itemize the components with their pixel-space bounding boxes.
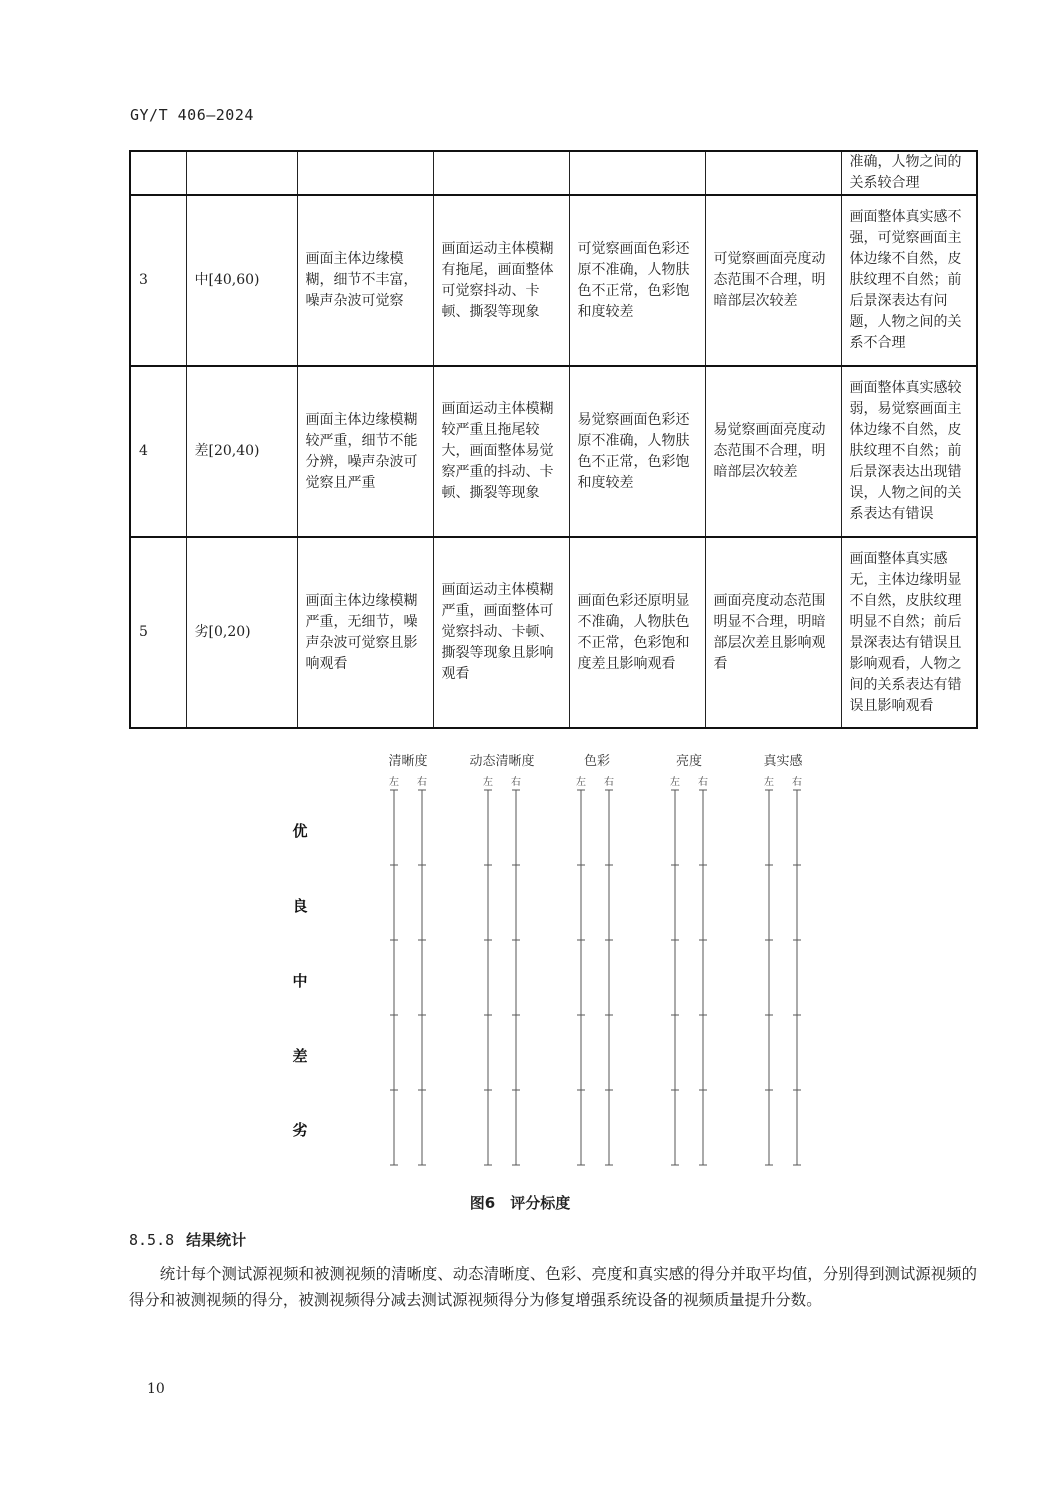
right-label: 右 (792, 777, 802, 788)
right-label: 右 (698, 777, 708, 788)
realism-cell: 准确，人物之间的关系较合理 (841, 151, 977, 195)
right-label: 右 (511, 777, 521, 788)
section-title: 结果统计 (186, 1231, 247, 1249)
figure-caption: 图6 评分标度 (469, 1194, 571, 1212)
grade-range: 差[20,40) (186, 366, 297, 537)
column-title: 色彩 (583, 754, 611, 769)
rating-scale-figure (0, 740, 1040, 1180)
table-row (130, 195, 977, 366)
color-cell: 画面色彩还原明显不准确，人物肤色不正常，色彩饱和度差且影响观看 (569, 537, 705, 728)
column-title: 亮度 (675, 754, 703, 769)
document-code: GY/T 406—2024 (130, 106, 254, 124)
dynamic-clarity-cell: 画面运动主体模糊较严重且拖尾较大，画面整体易觉察严重的抖动、卡顿、撕裂等现象 (433, 366, 569, 537)
left-label: 左 (670, 777, 680, 788)
table-row (130, 537, 977, 728)
left-label: 左 (576, 777, 586, 788)
body-paragraph: 统计每个测试源视频和被测视频的清晰度、动态清晰度、色彩、亮度和真实感的得分并取平均值，分别得到测试源视频的得分和被测视频的得分，被测视频得分减去测试源视频得分为修复增强系统设备的视频质量提升分数。 (129, 1265, 977, 1309)
clarity-cell: 画面主体边缘模糊严重，无细节，噪声杂波可觉察且影响观看 (297, 537, 433, 728)
color-cell (569, 151, 705, 195)
left-label: 左 (483, 777, 493, 788)
brightness-cell (705, 151, 841, 195)
rating-scale-diagram (0, 740, 1040, 1180)
realism-cell: 画面整体真实感较弱，易觉察画面主体边缘不自然，皮肤纹理不自然；前后景深表达出现错误，人物之间的关系表达有错误 (841, 366, 977, 537)
dynamic-clarity-cell: 画面运动主体模糊有拖尾，画面整体可觉察抖动、卡顿、撕裂等现象 (433, 195, 569, 366)
clarity-cell: 画面主体边缘模糊，细节不丰富，噪声杂波可觉察 (297, 195, 433, 366)
right-label: 右 (604, 777, 614, 788)
grade-range: 劣[0,20) (186, 537, 297, 728)
scale-rails (389, 775, 802, 1165)
grade-number: 3 (130, 195, 186, 366)
clarity-cell (297, 151, 433, 195)
clarity-cell: 画面主体边缘模糊较严重，细节不能分辨，噪声杂波可觉察且严重 (297, 366, 433, 537)
left-label: 左 (389, 777, 399, 788)
grade-label: 中 (292, 972, 308, 990)
color-cell: 易觉察画面色彩还原不准确，人物肤色不正常，色彩饱和度较差 (569, 366, 705, 537)
section-heading (129, 1229, 246, 1250)
grade-label: 劣 (292, 1121, 308, 1139)
page-number: 10 (147, 1381, 165, 1397)
grade-number: 4 (130, 366, 186, 537)
section-number: 8.5.8 (129, 1231, 175, 1249)
column-title: 动态清晰度 (469, 754, 535, 769)
grade-number (130, 151, 186, 195)
brightness-cell: 画面亮度动态范围明显不合理，明暗部层次差且影响观看 (705, 537, 841, 728)
grade-label: 良 (292, 897, 308, 915)
brightness-cell: 易觉察画面亮度动态范围不合理，明暗部层次较差 (705, 366, 841, 537)
brightness-cell: 可觉察画面亮度动态范围不合理，明暗部层次较差 (705, 195, 841, 366)
dynamic-clarity-cell: 画面运动主体模糊严重，画面整体可觉察抖动、卡顿、撕裂等现象且影响观看 (433, 537, 569, 728)
table-row (130, 366, 977, 537)
grade-range (186, 151, 297, 195)
column-title: 清晰度 (388, 754, 428, 769)
grade-number: 5 (130, 537, 186, 728)
right-label: 右 (417, 777, 427, 788)
realism-cell: 画面整体真实感不强，可觉察画面主体边缘不自然，皮肤纹理不自然；前后景深表达有问题，人物之间的关系不合理 (841, 195, 977, 366)
dynamic-clarity-cell (433, 151, 569, 195)
table-row (130, 151, 977, 195)
rating-table (129, 150, 978, 729)
grade-label: 优 (292, 822, 308, 840)
left-label: 左 (764, 777, 774, 788)
color-cell: 可觉察画面色彩还原不准确，人物肤色不正常，色彩饱和度较差 (569, 195, 705, 366)
grade-label: 差 (292, 1047, 308, 1065)
grade-range: 中[40,60) (186, 195, 297, 366)
realism-cell: 画面整体真实感无，主体边缘明显不自然，皮肤纹理明显不自然；前后景深表达有错误且影响观看，人物之间的关系表达有错误且影响观看 (841, 537, 977, 728)
column-title: 真实感 (763, 754, 803, 769)
